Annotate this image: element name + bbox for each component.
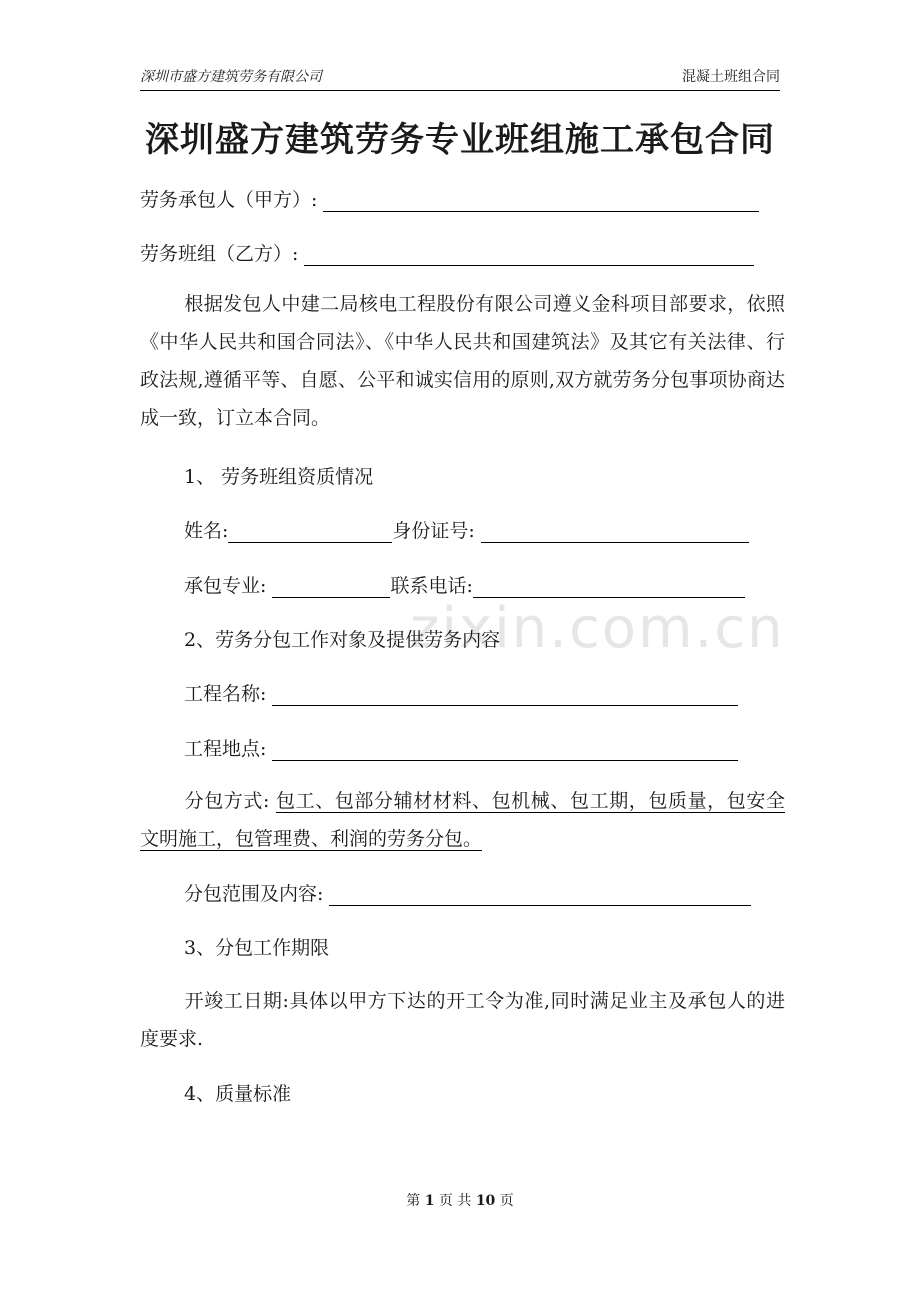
phone-blank[interactable] [473, 577, 745, 598]
specialty-blank[interactable] [272, 577, 390, 598]
section2-heading: 2、劳务分包工作对象及提供劳务内容 [184, 629, 501, 651]
method-paragraph [140, 782, 785, 858]
id-blank[interactable] [481, 522, 749, 543]
footer-middle: 页 共 [438, 1193, 472, 1209]
period-text: 开竣工日期:具体以甲方下达的开工令为准,同时满足业主及承包人的进度要求. [140, 990, 785, 1050]
footer-prefix: 第 [406, 1193, 421, 1209]
method-label: 分包方式: [184, 790, 270, 812]
party-a-line [140, 188, 759, 212]
preamble-paragraph [140, 285, 785, 437]
specialty-label: 承包专业: [184, 575, 267, 597]
header-doc-type: 混凝土班组合同 [682, 69, 780, 85]
footer-suffix: 页 [499, 1193, 514, 1209]
name-label: 姓名: [184, 520, 229, 542]
specialty-phone-line [184, 574, 745, 598]
party-b-label: 劳务班组（乙方）: [140, 243, 299, 265]
header-company: 深圳市盛方建筑劳务有限公司 [140, 69, 322, 85]
project-name-label: 工程名称: [184, 683, 267, 705]
watermark: zixin.com.cn [410, 596, 785, 661]
footer-total-pages: 10 [475, 1193, 496, 1209]
project-name-line [184, 682, 738, 706]
project-location-line [184, 737, 738, 761]
section4-heading: 4、质量标准 [184, 1083, 292, 1105]
section3-heading: 3、分包工作期限 [184, 937, 330, 959]
contract-title: 深圳盛方建筑劳务专业班组施工承包合同 [145, 120, 775, 160]
period-paragraph [140, 982, 785, 1058]
section1-heading: 1、 劳务班组资质情况 [184, 466, 374, 488]
project-location-label: 工程地点: [184, 738, 267, 760]
scope-blank[interactable] [329, 885, 751, 906]
page-footer [0, 1190, 920, 1210]
scope-line [184, 882, 751, 906]
footer-page-number: 1 [424, 1193, 435, 1209]
method-value: 包工、包部分辅材材料、包机械、包工期，包质量，包安全文明施工，包管理费、利润的劳务分包。 [140, 790, 785, 850]
project-name-blank[interactable] [272, 685, 738, 706]
party-b-blank[interactable] [304, 245, 754, 266]
party-a-blank[interactable] [323, 191, 759, 212]
project-location-blank[interactable] [272, 740, 738, 761]
page-header [140, 66, 780, 91]
name-blank[interactable] [228, 522, 392, 543]
scope-label: 分包范围及内容: [184, 883, 324, 905]
preamble-text: 根据发包人中建二局核电工程股份有限公司遵义金科项目部要求，依照《中华人民共和国合同法》、《中华人民共和国建筑法》及其它有关法律、行政法规,遵循平等、自愿、公平和诚实信用的原则,双方就劳务分包事项协商达成一致，订立本合同。 [140, 293, 785, 429]
id-label: 身份证号: [392, 520, 475, 542]
phone-label: 联系电话: [390, 575, 473, 597]
party-a-label: 劳务承包人（甲方）: [140, 189, 318, 211]
party-b-line [140, 242, 754, 266]
name-id-line [184, 519, 749, 543]
